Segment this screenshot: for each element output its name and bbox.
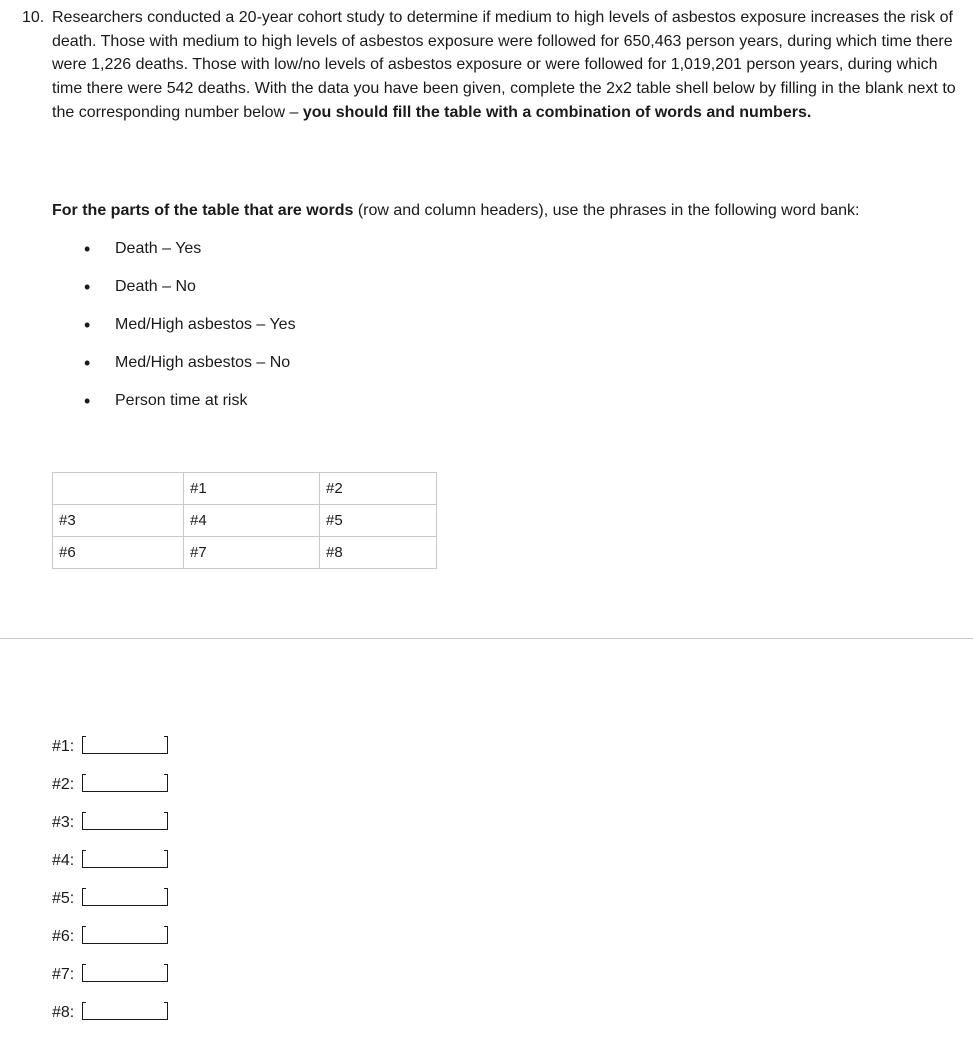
wordbank-intro-bold: For the parts of the table that are words bbox=[52, 202, 354, 219]
table-cell: #2 bbox=[320, 473, 437, 505]
question-emphasis: you should fill the table with a combination of words and numbers. bbox=[302, 103, 812, 121]
answer-row bbox=[52, 888, 168, 926]
bullet-icon: • bbox=[84, 353, 91, 373]
table-row bbox=[53, 537, 437, 569]
question-body: Researchers conducted a 20-year cohort study to determine if medium to high levels of asbestos exposure increases the risk of death. Those with medium to high levels of asbestos exposure were followed for 650,463 person years, during which time there were 1,226 deaths. Those with low/no levels of asbestos exposure or were followed for 1,019,201 person years, during which time there were 542 deaths. With the data you have been given, complete the 2x2 table shell below by filling in the blank next to the corresponding number below – bbox=[52, 9, 956, 121]
wordbank-intro bbox=[52, 202, 952, 220]
word-bank-item-text: Death – No bbox=[115, 278, 196, 295]
word-bank-item-text: Med/High asbestos – No bbox=[115, 354, 291, 371]
answer-blank-7[interactable] bbox=[82, 964, 168, 982]
answer-blank-8[interactable] bbox=[82, 1002, 168, 1020]
table-row bbox=[53, 505, 437, 537]
two-by-two-table-shell bbox=[52, 472, 437, 569]
bullet-icon: • bbox=[84, 315, 91, 335]
answer-label: #4: bbox=[52, 852, 75, 869]
answer-row bbox=[52, 1002, 168, 1040]
answer-label: #7: bbox=[52, 966, 75, 983]
question bbox=[22, 6, 957, 125]
answer-label: #3: bbox=[52, 814, 75, 831]
answer-row bbox=[52, 812, 168, 850]
wordbank-intro-rest: (row and column headers), use the phrases in the following word bank: bbox=[353, 202, 860, 219]
answer-blanks bbox=[52, 736, 168, 1040]
answer-label: #2: bbox=[52, 776, 75, 793]
table-cell: #4 bbox=[184, 505, 320, 537]
bullet-icon: • bbox=[84, 391, 91, 411]
answer-blank-5[interactable] bbox=[82, 888, 168, 906]
answer-row bbox=[52, 736, 168, 774]
word-bank-item-text: Death – Yes bbox=[115, 240, 202, 257]
bullet-icon: • bbox=[84, 239, 91, 259]
table-cell: #1 bbox=[184, 473, 320, 505]
answer-label: #1: bbox=[52, 738, 75, 755]
word-bank-item-text: Med/High asbestos – Yes bbox=[115, 316, 296, 333]
table-cell: #7 bbox=[184, 537, 320, 569]
answer-blank-4[interactable] bbox=[82, 850, 168, 868]
answer-row bbox=[52, 774, 168, 812]
answer-row bbox=[52, 964, 168, 1002]
table-cell: #3 bbox=[53, 505, 184, 537]
section-divider bbox=[0, 638, 973, 639]
answer-label: #8: bbox=[52, 1004, 75, 1021]
table-cell bbox=[53, 473, 184, 505]
answer-label: #6: bbox=[52, 928, 75, 945]
word-bank-item-text: Person time at risk bbox=[115, 392, 248, 409]
answer-blank-1[interactable] bbox=[82, 736, 168, 754]
question-number: 10. bbox=[22, 9, 45, 26]
table-cell: #8 bbox=[320, 537, 437, 569]
bullet-icon: • bbox=[84, 277, 91, 297]
table-cell: #6 bbox=[53, 537, 184, 569]
answer-blank-2[interactable] bbox=[82, 774, 168, 792]
question-text bbox=[52, 6, 957, 125]
answer-blank-3[interactable] bbox=[82, 812, 168, 830]
answer-row bbox=[52, 926, 168, 964]
answer-label: #5: bbox=[52, 890, 75, 907]
answer-row bbox=[52, 850, 168, 888]
answer-blank-6[interactable] bbox=[82, 926, 168, 944]
table-row bbox=[53, 473, 437, 505]
table-cell: #5 bbox=[320, 505, 437, 537]
